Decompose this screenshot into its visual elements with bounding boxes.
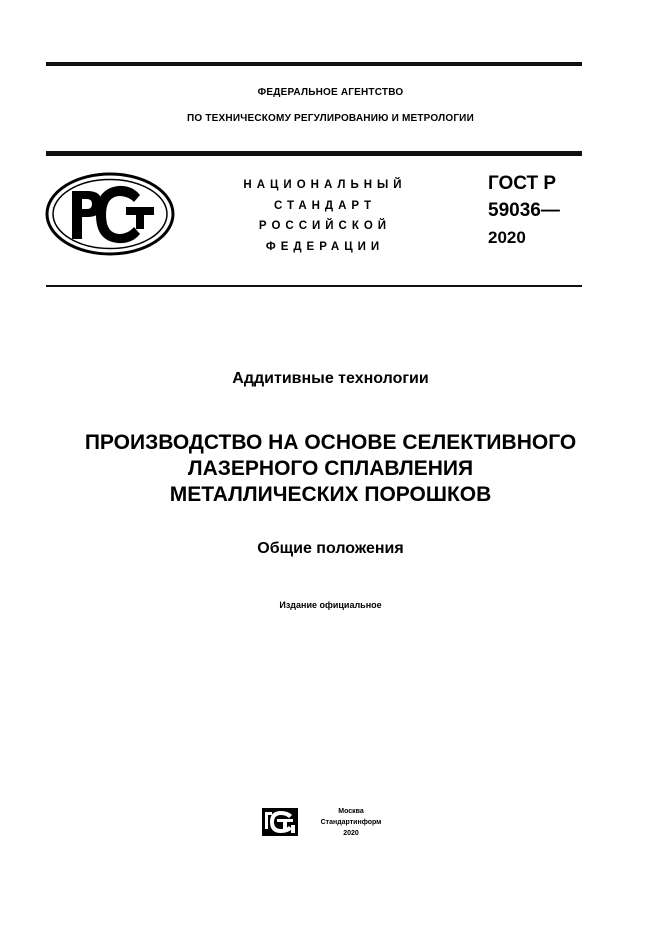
designation-line-2: 59036— [488, 200, 560, 221]
document-title [0, 430, 661, 508]
document-subtitle: Общие положения [257, 540, 404, 557]
national-line-4: ФЕДЕРАЦИИ [265, 240, 385, 253]
top-rule [46, 62, 582, 66]
title-line-2: ЛАЗЕРНОГО СПЛАВЛЕНИЯ [187, 457, 474, 480]
agency-line-2: ПО ТЕХНИЧЕСКОМУ РЕГУЛИРОВАНИЮ И МЕТРОЛОГИИ [187, 113, 474, 124]
title-line-3: МЕТАЛЛИЧЕСКИХ ПОРОШКОВ [169, 483, 492, 506]
publisher-city: Москва [338, 808, 364, 815]
publisher-year: 2020 [343, 830, 359, 837]
national-line-1: НАЦИОНАЛЬНЫЙ [243, 179, 407, 191]
national-line-2: СТАНДАРТ [274, 199, 376, 212]
publisher-name: Стандартинформ [320, 819, 382, 826]
designation-year: 2020 [488, 228, 526, 247]
standartinform-logo-icon [262, 808, 298, 836]
national-line-3: РОССИЙСКОЙ [258, 220, 392, 232]
title-line-1: ПРОИЗВОДСТВО НА ОСНОВЕ СЕЛЕКТИВНОГО [84, 431, 577, 454]
edition-note: Издание официальное [279, 600, 382, 610]
standard-block-top-rule [46, 151, 582, 156]
rst-certification-logo-icon [44, 171, 176, 257]
designation-line-1: ГОСТ Р [488, 173, 557, 194]
agency-line-1: ФЕДЕРАЛЬНОЕ АГЕНТСТВО [257, 87, 404, 98]
document-subject: Аддитивные технологии [232, 370, 429, 387]
publisher-block [311, 806, 391, 839]
national-standard-label [200, 175, 450, 257]
standard-designation [488, 170, 560, 251]
standard-block-bottom-rule [46, 285, 582, 287]
